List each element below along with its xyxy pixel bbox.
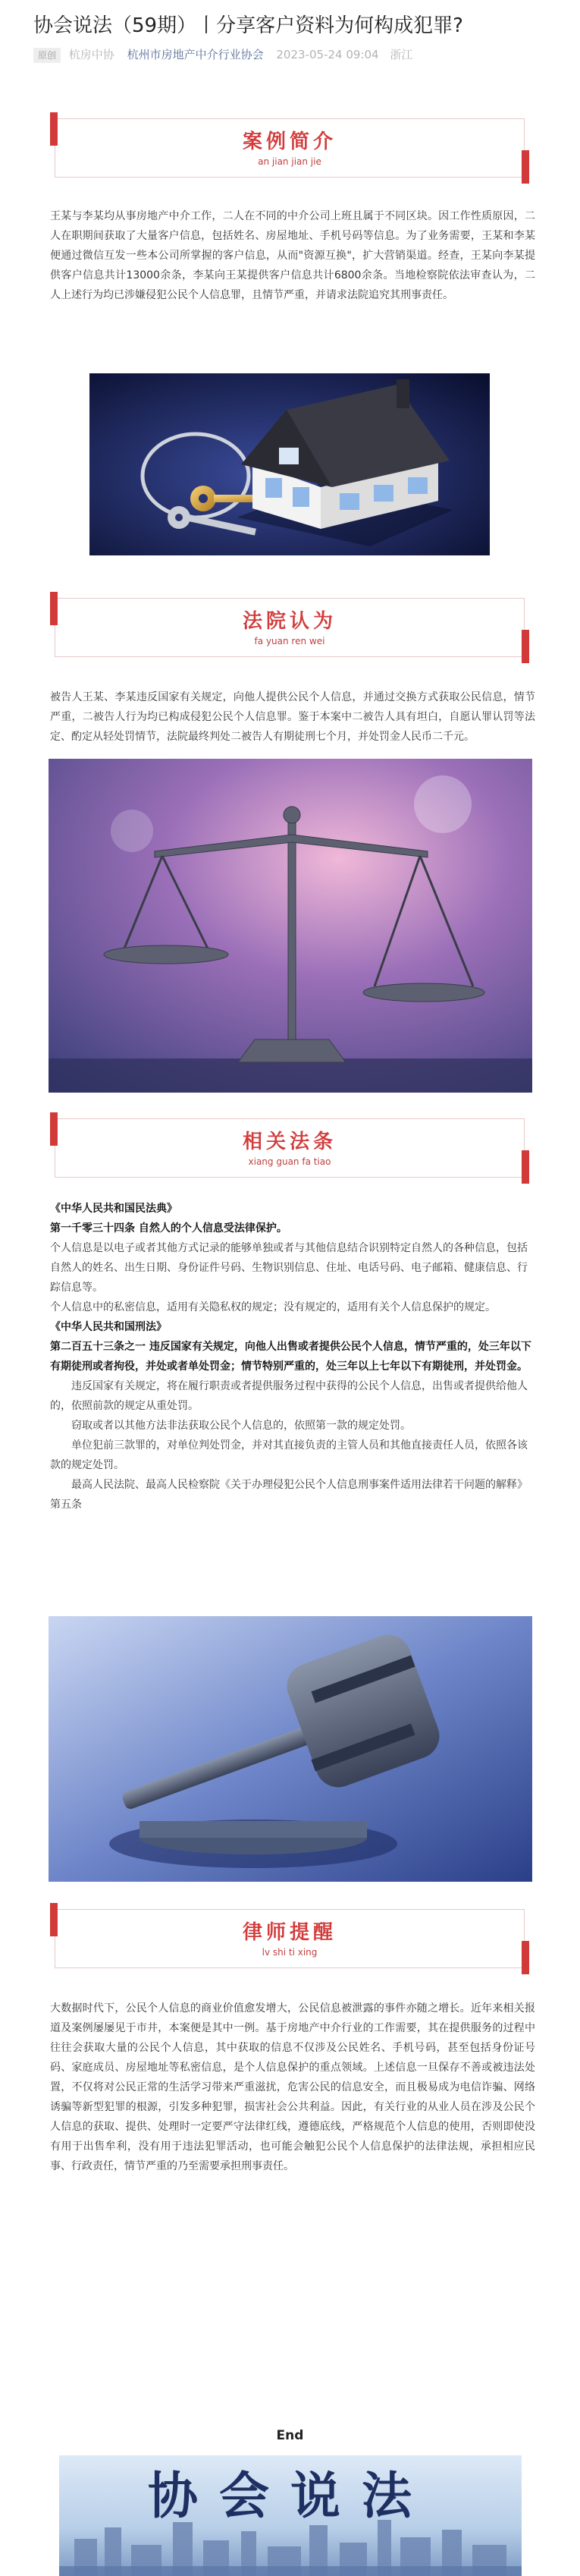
criminal-law-paragraph: 单位犯前三款罪的，对单位判处罚金，并对其直接负责的主管人员和其他直接责任人员，依照各该款的规定处罚。 bbox=[50, 1439, 528, 1471]
section-header-court bbox=[55, 592, 525, 668]
case-paragraph: 王某与李某均从事房地产中介工作，二人在不同的中介公司上班且属于不同区块。因工作性质原因，二人在职期间获取了大量客户信息，包括姓名、房屋地址、手机号码等信息。为了业务需要，王某和李某便通过微信互发一些本公司所掌握的客户信息，从而"资源互换"，扩大营销渠道。经查，王某向李某提供客户信息共计13000余条，李某向王某提供客户信息共计6800余条。当地检察院依法审查认为，二人上述行为均已涉嫌侵犯公民个人信息罪，且情节严重，并请求法院追究其刑事责任。 bbox=[50, 210, 535, 301]
gavel-image bbox=[49, 1616, 532, 1882]
criminal-law-article: 第二百五十三条之一 违反国家有关规定，向他人出售或者提供公民个人信息，情节严重的，处三年以下有期徒刑或者拘役，并处或者单处罚金；情节特别严重的，处三年以上七年以下有期徒刑，并处罚金。 bbox=[50, 1341, 531, 1373]
scales-image bbox=[49, 759, 532, 1093]
section-accent-bar bbox=[522, 630, 529, 663]
section-header-lawyer bbox=[55, 1903, 525, 1979]
publish-region: 浙江 bbox=[390, 48, 413, 61]
criminal-law-heading: 《中华人民共和国刑法》 bbox=[50, 1321, 167, 1333]
section-header-law bbox=[55, 1112, 525, 1188]
section-title: 律师提醒 bbox=[242, 1921, 337, 1944]
section-accent-bar bbox=[522, 1150, 529, 1184]
lawyer-paragraph: 大数据时代下，公民个人信息的商业价值愈发增大，公民信息被泄露的事件亦随之增长。近年来相关报道及案例屡屡见于市井，本案便是其中一例。基于房地产中介行业的工作需要，其在提供服务的过程中往往会获取大量的公民个人信息，其中获取的信息不仅涉及公民姓名、手机号码，甚至包括身份证号码、家庭成员、房屋地址等私密信息，是个人信息保护的重点领域。上述信息一旦保存不善或被违法处置，不仅将对公民正常的生活学习带来严重滋扰，危害公民的信息安全，而且极易成为电信诈骗、网络诱骗等新型犯罪的根源，引发多种犯罪，损害社会公共利益。因此，有关行业的从业人员在涉及公民个人信息的获取、提供、处理时一定要严守法律红线，遵德底线，严格规范个人信息的使用，否则即使没有用于出售牟利，没有用于违法犯罪活动，也可能会触犯公民个人信息保护的法律法规，承担相应民事、行政责任，情节严重的乃至需要承担刑事责任。 bbox=[50, 2002, 535, 2172]
article-title: 协会说法（59期）丨分享客户资料为何构成犯罪? bbox=[33, 14, 463, 37]
author-name: 杭房中协 bbox=[68, 48, 114, 61]
end-marker: End bbox=[276, 2428, 304, 2443]
section-accent-bar bbox=[522, 1941, 529, 1974]
criminal-law-paragraph: 窃取或者以其他方法非法获取公民个人信息的，依照第一款的规定处罚。 bbox=[71, 1420, 411, 1432]
banner-char: 说 bbox=[290, 2466, 362, 2525]
law-text-block bbox=[50, 1199, 535, 1514]
house-keys-image bbox=[89, 373, 490, 555]
banner-title bbox=[59, 2461, 522, 2530]
account-link[interactable]: 杭州市房地产中介行业协会 bbox=[127, 48, 264, 61]
banner-char: 法 bbox=[362, 2466, 433, 2525]
banner-char: 协 bbox=[148, 2466, 219, 2525]
section-pinyin: an jian jian jie bbox=[258, 156, 321, 167]
section-title: 相关法条 bbox=[242, 1131, 337, 1153]
section-title: 法院认为 bbox=[242, 610, 337, 633]
section-title: 案例简介 bbox=[242, 131, 337, 153]
section-pinyin: fa yuan ren wei bbox=[254, 636, 325, 646]
civil-code-article-title: 第一千零三十四条 自然人的个人信息受法律保护。 bbox=[50, 1222, 287, 1235]
criminal-law-paragraph: 违反国家有关规定，将在履行职责或者提供服务过程中获得的公民个人信息，出售或者提供给他人的，依照前款的规定从重处罚。 bbox=[50, 1380, 528, 1412]
article-meta bbox=[33, 46, 412, 64]
section-pinyin: xiang guan fa tiao bbox=[248, 1156, 331, 1167]
association-banner-image bbox=[59, 2455, 522, 2576]
civil-code-paragraph: 个人信息中的私密信息，适用有关隐私权的规定；没有规定的，适用有关个人信息保护的规定。 bbox=[50, 1301, 496, 1313]
section-header-case bbox=[55, 112, 525, 188]
civil-code-heading: 《中华人民共和国民法典》 bbox=[50, 1203, 177, 1215]
civil-code-paragraph: 个人信息是以电子或者其他方式记录的能够单独或者与其他信息结合识别特定自然人的各种信息，包括自然人的姓名、出生日期、身份证件号码、生物识别信息、住址、电话号码、电子邮箱、健康信息、行踪信息等。 bbox=[50, 1242, 528, 1294]
section-pinyin: lv shi ti xing bbox=[262, 1947, 318, 1958]
original-tag: 原创 bbox=[33, 48, 61, 63]
court-paragraph: 被告人王某、李某违反国家有关规定，向他人提供公民个人信息，并通过交换方式获取公民信息，情节严重，二被告人行为均已构成侵犯公民个人信息罪。鉴于本案中二被告人具有坦白，自愿认罪认罚等法定、酌定从轻处罚情节，法院最终判处二被告人有期徒刑七个月，并处罚金人民币二千元。 bbox=[50, 691, 535, 743]
publish-time: 2023-05-24 09:04 bbox=[276, 48, 379, 61]
banner-char: 会 bbox=[219, 2466, 290, 2525]
section-accent-bar bbox=[522, 150, 529, 184]
interpretation-paragraph: 最高人民法院、最高人民检察院《关于办理侵犯公民个人信息刑事案件适用法律若干问题的解释》第五条 bbox=[50, 1479, 528, 1511]
